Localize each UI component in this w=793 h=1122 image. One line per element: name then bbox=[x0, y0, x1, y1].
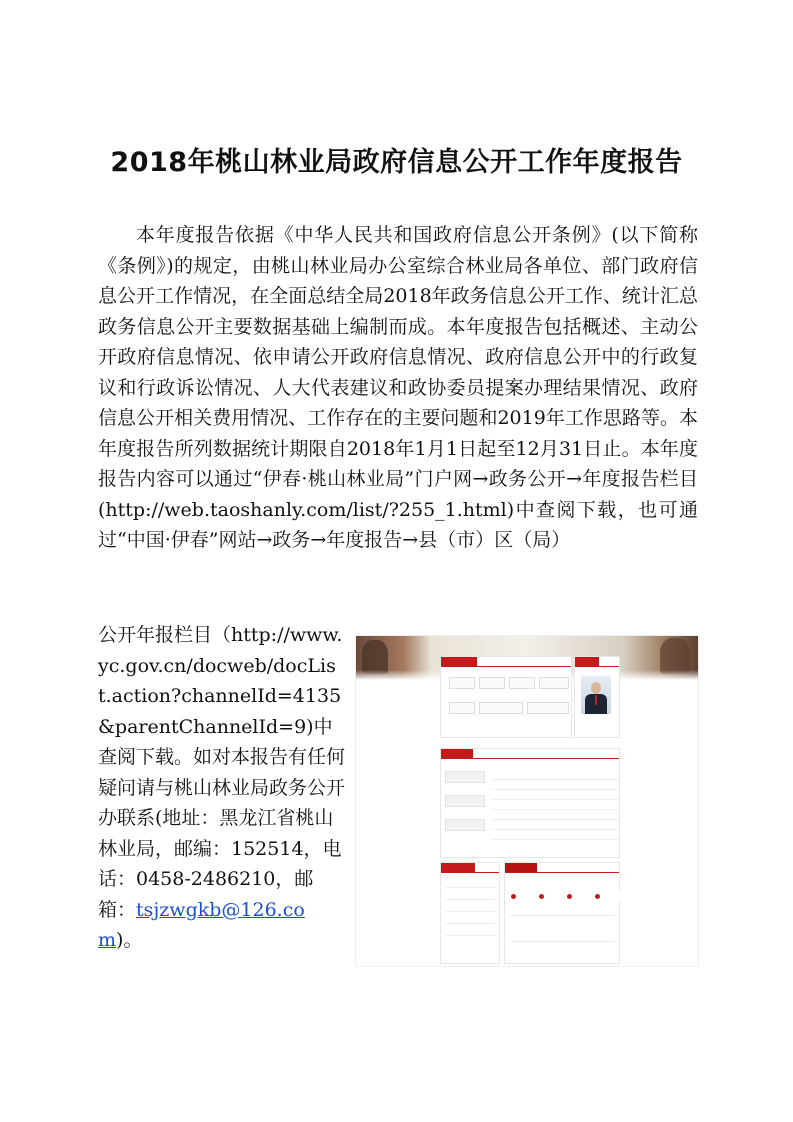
topic-icon bbox=[595, 894, 600, 899]
topic-icon bbox=[511, 894, 516, 899]
category-cell bbox=[445, 771, 485, 783]
email-link[interactable]: tsjzwgkb@126.com bbox=[98, 898, 305, 951]
directory-button bbox=[539, 677, 569, 689]
directory-button bbox=[449, 677, 475, 689]
topic-icon bbox=[567, 894, 572, 899]
intro-paragraph: 本年度报告依据《中华人民共和国政府信息公开条例》(以下简称《条例》)的规定，由桃山林业局办公室综合林业局各单位、部门政府信息公开工作情况，在全面总结全局2018年政务信息公开工作、统计汇总政务信息公开主要数据基础上编制而成。本年度报告包括概述、主动公开政府信息情况、依申请公开政府信息情况、政府信息公开中的行政复议和行政诉讼情况、人大代表建议和政协委员提案办理结果情况、政府信息公开相关费用情况、工作存在的主要问题和2019年工作思路等。本年度报告所列数据统计期限自2018年1月1日起至12月31日止。本年度报告内容可以通过“伊春·桃山林业局”门户网→政务公开→年度报告栏目(http://web.taoshanly.com/list/?255_1.html)中查阅下载，也可通过“中国·伊春”网站→政务→年度报告→县（市）区（局） bbox=[98, 224, 698, 551]
directory-button bbox=[449, 702, 475, 714]
info-directory-panel bbox=[440, 656, 572, 738]
category-cell bbox=[445, 819, 485, 831]
tree-silhouette bbox=[660, 638, 690, 674]
report-body-continued bbox=[98, 620, 346, 956]
topic-icon bbox=[539, 894, 544, 899]
category-cell bbox=[445, 795, 485, 807]
directory-button bbox=[479, 677, 505, 689]
directory-button bbox=[509, 677, 535, 689]
directory-button bbox=[479, 702, 523, 714]
closing-text: )。 bbox=[116, 929, 143, 951]
topic-tile bbox=[593, 891, 621, 902]
directory-button bbox=[527, 702, 569, 714]
topic-tile bbox=[537, 891, 565, 902]
topic-tile bbox=[565, 891, 593, 902]
report-body bbox=[98, 220, 698, 556]
tree-silhouette bbox=[362, 640, 388, 674]
leader-photo bbox=[581, 676, 611, 714]
public-documents-panel bbox=[440, 748, 620, 858]
page-title: 2018年桃山林业局政府信息公开工作年度报告 bbox=[110, 147, 683, 178]
website-screenshot bbox=[356, 636, 698, 966]
topic-tile bbox=[509, 891, 537, 902]
info-nav-panel bbox=[440, 862, 500, 964]
key-topics-panel bbox=[504, 862, 620, 964]
contact-paragraph: 公开年报栏目（http://www.yc.gov.cn/docweb/docList.action?channelId=4135&parentChannelId=9)中查阅下载。如对本报告有任何疑问请与桃山林业局政务公开办联系(地址：黑龙江省桃山林业局，邮编：152514，电话：0458-2486210，邮箱： bbox=[98, 624, 346, 921]
